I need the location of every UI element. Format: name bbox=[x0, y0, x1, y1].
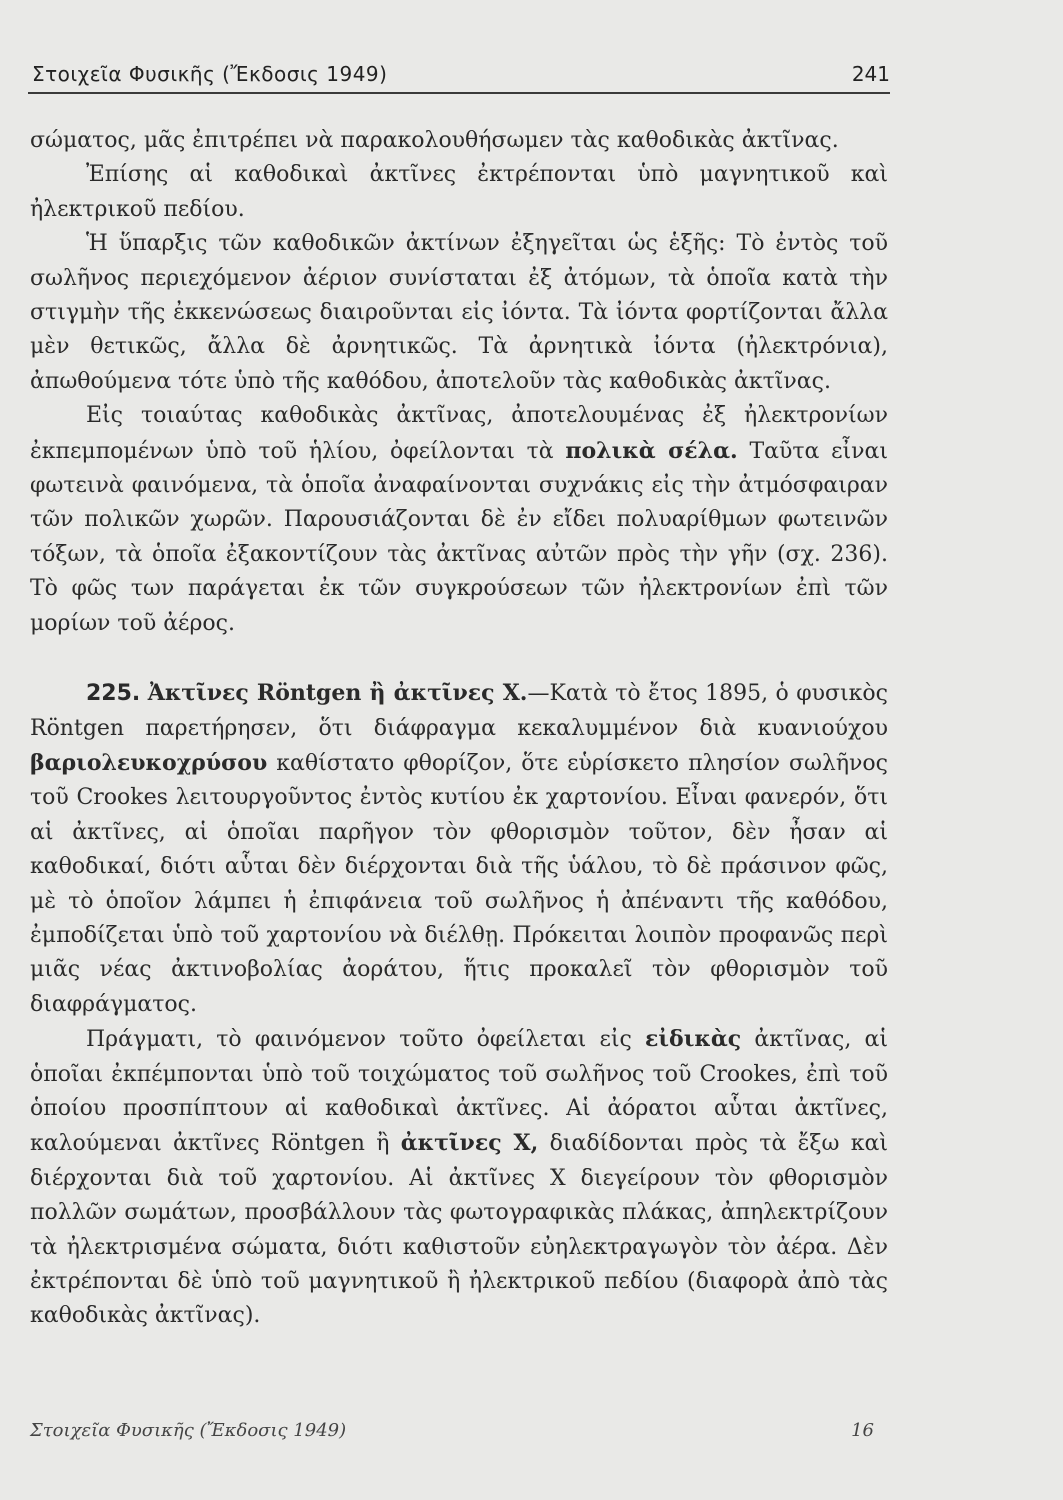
paragraph-1: σώματος, μᾶς ἐπιτρέπει νὰ παρακολουθήσωμεν τὰς καθοδικὰς ἀκτῖνας. bbox=[30, 128, 839, 153]
term-polar-aurora: πολικὰ σέλα. bbox=[565, 437, 738, 464]
paragraph-2: Ἐπίσης αἱ καθοδικαὶ ἀκτῖνες ἐκτρέπονται ὑπὸ μαγνητικοῦ καὶ ἠλεκτρικοῦ πεδίου. bbox=[30, 162, 888, 222]
running-title: Στοιχεῖα Φυσικῆς (Ἔκδοσις 1949) bbox=[32, 62, 388, 86]
paragraph-6-text-c: διαδίδονται πρὸς τὰ ἔξω καὶ διέρχονται διὰ τοῦ χαρτονίου. Αἱ ἀκτῖνες Χ διεγείρουν τὸν φθορισμὸν πολλῶν σωμάτων, προσβάλλουν τὰς φωτογραφικὰς πλάκας, ἀπηλεκτρίζουν τὰ ἠλεκτρισμένα σώματα, διότι καθιστοῦν εὐηλεκτραγωγὸν τὸν ἀέρα. Δὲν ἐκτρέπονται δὲ ὑπὸ τοῦ μαγνητικοῦ ἢ ἠλεκτρικοῦ πεδίου (διαφορὰ ἀπὸ τὰς καθοδικὰς ἀκτῖνας). bbox=[30, 1131, 888, 1329]
paragraph-6 bbox=[30, 1022, 888, 1334]
section-title: Ἀκτῖνες Röntgen ἢ ἀκτῖνες Χ. bbox=[147, 680, 528, 707]
footer-sheet-number: 16 bbox=[851, 1420, 874, 1441]
section-225-paragraph bbox=[30, 676, 888, 1022]
section-number: 225. bbox=[86, 681, 141, 707]
paragraph-6-text-a: Πράγματι, τὸ φαινόμενον τοῦτο ὀφείλεται εἰς bbox=[86, 1027, 646, 1053]
term-special: εἰδικὰς bbox=[645, 1026, 742, 1053]
paragraph-6-text-b: ἀκτῖνας, αἱ ὁποῖαι ἐκπέμπονται ὑπὸ τοῦ τοιχώματος τοῦ σωλῆνος τοῦ Crookes, ἐπὶ τοῦ ὁποίου προσπίπτουν αἱ καθοδικαὶ ἀκτῖνες. Αἱ ἀόρατοι αὗται ἀκτῖνες, καλούμεναι ἀκτῖνες Röntgen ἢ bbox=[30, 1027, 888, 1157]
running-header bbox=[28, 58, 890, 94]
paragraph-3: Ἡ ὕπαρξις τῶν καθοδικῶν ἀκτίνων ἐξηγεῖται ὡς ἑξῆς: Τὸ ἐντὸς τοῦ σωλῆνος περιεχόμενον ἀέριον συνίσταται ἐξ ἀτόμων, τὰ ὁποῖα κατὰ τὴν στιγμὴν τῆς ἐκκενώσεως διαιροῦνται εἰς ἰόντα. Τὰ ἰόντα φορτίζονται ἄλλα μὲν θετικῶς, ἄλλα δὲ ἀρνητικῶς. Τὰ ἀρνητικὰ ἰόντα (ἠλεκτρόνια), ἀπωθούμενα τότε ὑπὸ τῆς καθόδου, ἀποτελοῦν τὰς καθοδικὰς ἀκτῖνας. bbox=[30, 231, 888, 394]
paragraph-4-text-a: Εἰς τοιαύτας καθοδικὰς ἀκτῖνας, ἀποτελουμένας ἐξ ἠλεκτρονίων ἐκπεμπομένων ὑπὸ τοῦ ἡλίου, ὀφείλονται τὰ bbox=[30, 403, 888, 464]
footer-signature: Στοιχεῖα Φυσικῆς (Ἔκδοσις 1949) bbox=[30, 1420, 347, 1441]
paragraph-4-text-b: Ταῦτα εἶναι φωτεινὰ φαινόμενα, τὰ ὁποῖα ἀναφαίνονται συχνάκις εἰς τὴν ἀτμόσφαιραν τῶν πολικῶν χωρῶν. Παρουσιάζονται δὲ ἐν εἴδει πολυαρίθμων φωτεινῶν τόξων, τὰ ὁποῖα ἐξακοντίζουν τὰς ἀκτῖνας αὐτῶν πρὸς τὴν γῆν (σχ. 236). Τὸ φῶς των παράγεται ἐκ τῶν συγκρούσεων τῶν ἠλεκτρονίων ἐπὶ τῶν μορίων τοῦ ἀέρος. bbox=[30, 438, 888, 636]
term-x-rays: ἀκτῖνες Χ, bbox=[400, 1130, 539, 1157]
printer-signature-footer bbox=[30, 1420, 888, 1450]
paragraph-4 bbox=[30, 399, 888, 641]
page-body bbox=[30, 124, 888, 1334]
paragraph-5-text-b: καθίστατο φθορίζον, ὅτε εὑρίσκετο πλησίον σωλῆνος τοῦ Crookes λειτουργοῦντος ἐντὸς κυτίου ἐκ χαρτονίου. Εἶναι φανερόν, ὅτι αἱ ἀκτῖνες, αἱ ὁποῖαι παρῆγον τὸν φθορισμὸν τοῦτον, δὲν ἦσαν αἱ καθοδικαί, διότι αὗται δὲν διέρχονται διὰ τῆς ὑάλου, τὸ δὲ πράσινον φῶς, μὲ τὸ ὁποῖον λάμπει ἡ ἐπιφάνεια τοῦ σωλῆνος ἡ ἀπέναντι τῆς καθόδου, ἐμποδίζεται ὑπὸ τοῦ χαρτονίου νὰ διέλθῃ. Πρόκειται λοιπὸν προφανῶς περὶ μιᾶς νέας ἀκτινοβολίας ἀοράτου, ἥτις προκαλεῖ τὸν φθορισμὸν τοῦ διαφράγματος. bbox=[30, 750, 888, 1017]
paragraph-5-text-a: —Κατὰ τὸ ἔτος 1895, ὁ φυσικὸς Röntgen παρετήρησεν, ὅτι διάφραγμα κεκαλυμμένον διὰ κυανιούχου bbox=[30, 681, 888, 741]
page-number: 241 bbox=[851, 62, 890, 86]
term-barium-platinocyanide: βαριολευκοχρύσου bbox=[30, 749, 268, 776]
